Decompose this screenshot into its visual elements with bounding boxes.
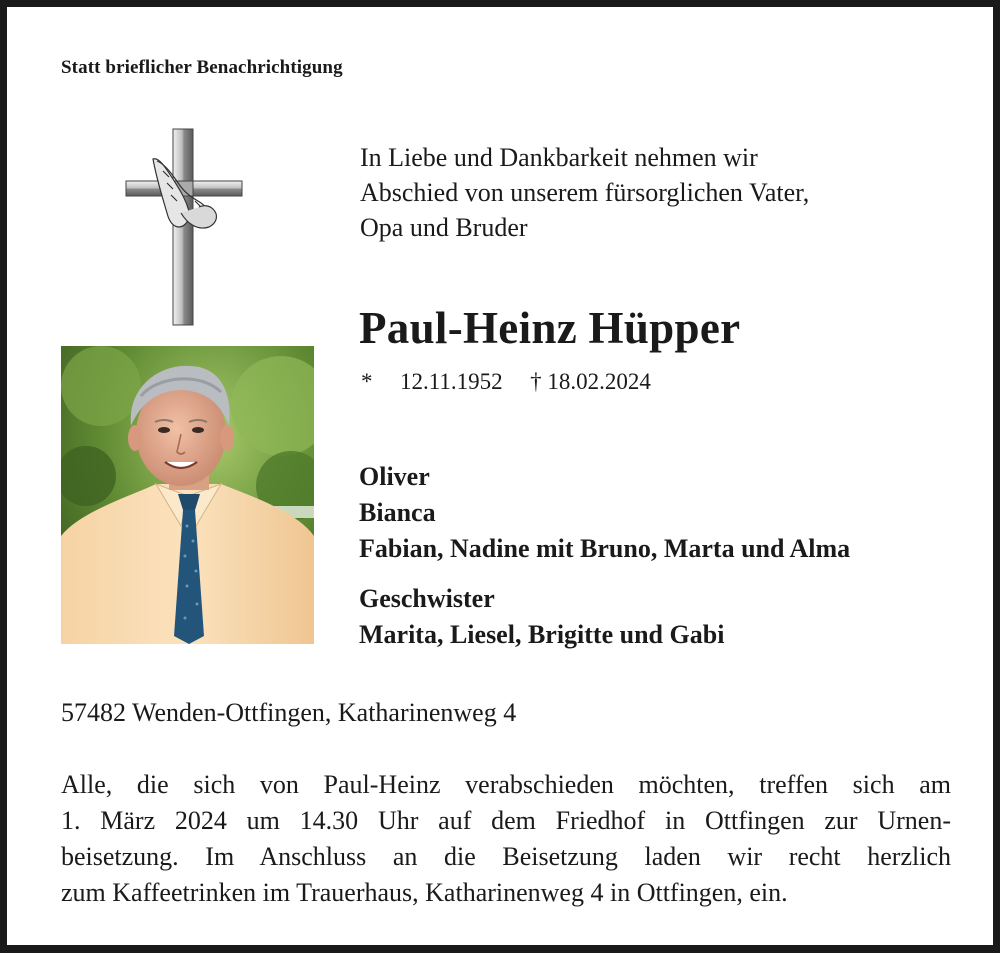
mourners-list — [359, 459, 850, 653]
intro-text — [360, 140, 809, 245]
intro-line: Opa und Bruder — [360, 213, 528, 242]
notice-line: Alle, die sich von Paul-Heinz verabschieden möchten, treffen sich am — [61, 770, 951, 799]
intro-line: Abschied von unserem fürsorglichen Vater, — [360, 178, 810, 207]
death-symbol: † — [530, 369, 542, 394]
cross-with-praying-hands-icon — [123, 127, 245, 327]
address: 57482 Wenden-Ottfingen, Katharinenweg 4 — [61, 698, 517, 727]
intro-line: In Liebe und Dankbarkeit nehmen wir — [360, 143, 758, 172]
notice-line: 1. März 2024 um 14.30 Uhr auf dem Friedhof in Ottfingen zur Urnen- — [61, 806, 951, 835]
deceased-name: Paul-Heinz Hüpper — [359, 303, 741, 353]
birth-date: 12.11.1952 — [400, 369, 503, 394]
mourner-name: Bianca — [359, 498, 436, 527]
death-date: 18.02.2024 — [547, 369, 651, 394]
mourner-name: Oliver — [359, 462, 430, 491]
portrait-photo — [61, 346, 314, 644]
mourner-name: Fabian, Nadine mit Bruno, Marta und Alma — [359, 534, 851, 563]
header-notice: Statt brieflicher Benachrichtigung — [61, 57, 343, 78]
life-dates — [361, 369, 651, 395]
notice-line: beisetzung. Im Anschluss an die Beisetzung laden wir recht herzlich — [61, 842, 951, 871]
notice-line: zum Kaffeetrinken im Trauerhaus, Katharinenweg 4 in Ottfingen, ein. — [61, 878, 788, 907]
mourner-name: Marita, Liesel, Brigitte und Gabi — [359, 620, 725, 649]
funeral-notice — [61, 767, 951, 911]
birth-symbol: * — [361, 369, 373, 394]
siblings-title: Geschwister — [359, 584, 495, 613]
